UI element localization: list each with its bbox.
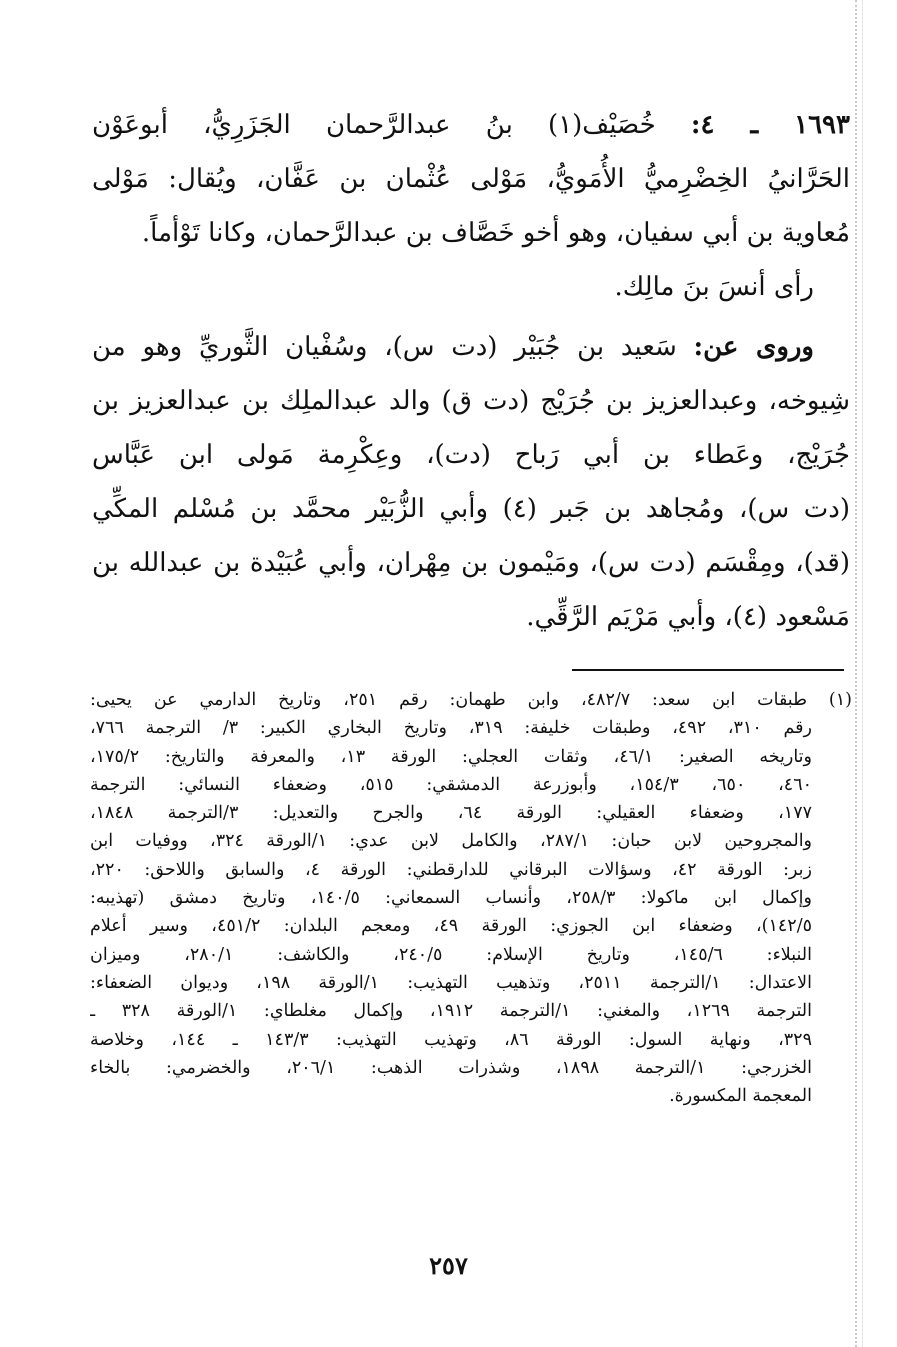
entry-line-6: شِيوخه، وعبدالعزيز بن جُرَيْج (دت ق) والد عبدالملِك بن عبدالعزيز بن bbox=[92, 386, 850, 416]
entry-line-1: ١٦٩٣ ـ ٤: خُصَيْف(١) بنُ عبدالرَّحمان الجَزَرِيُّ، أبوعَوْن bbox=[92, 110, 850, 140]
footnote-line: وإكمال ابن ماكولا: ٢٥٨/٣، وأنساب السمعاني: ١٤٠/٥، وتاريخ دمشق (تهذيبه: bbox=[90, 888, 812, 909]
page-edge-line bbox=[855, 0, 857, 1347]
page-edge-line-outer bbox=[862, 0, 863, 1347]
footnote-line: النبلاء: ١٤٥/٦، وتاريخ الإسلام: ٢٤٠/٥، والكاشف: ٢٨٠/١، وميزان bbox=[90, 944, 812, 965]
footnote-line: الخزرجي: ١/الترجمة ١٨٩٨، وشذرات الذهب: ٢٠٦/١، والخضرمي: بالخاء bbox=[90, 1057, 812, 1078]
entry-line-9: (قد)، ومِقْسَم (دت س)، ومَيْمون بن مِهْران، وأبي عُبَيْدة بن عبدالله بن bbox=[92, 548, 850, 578]
entry-line-5: وروى عن: سَعيد بن جُبَيْر (دت س)، وسُفْيان الثَّوريِّ وهو من bbox=[92, 332, 814, 362]
entry-line-2: الحَرَّانيُ الخِضْرِميُّ الأُمَويُّ، مَوْلى عُثْمان بن عَفَّان، ويُقال: مَوْلى bbox=[92, 164, 850, 194]
entry-line-8: (دت س)، ومُجاهد بن جَبر (٤) وأبي الزُّبَيْر محمَّد بن مُسْلم المكِّي bbox=[92, 494, 850, 524]
entry-line-10: مَسْعود (٤)، وأبي مَرْيَم الرَّقِّي. bbox=[526, 602, 850, 632]
footnote-line: (١) طبقات ابن سعد: ٤٨٢/٧، وابن طهمان: رقم ٢٥١، وتاريخ الدارمي عن يحيى: bbox=[90, 690, 852, 710]
footnote-line: وتاريخه الصغير: ٤٦/١، وثقات العجلي: الورقة ١٣، والمعرفة والتاريخ: ١٧٥/٢، bbox=[90, 746, 812, 767]
footnote-block bbox=[90, 686, 852, 1110]
footnote-line: المعجمة المكسورة. bbox=[669, 1086, 812, 1107]
footnote-line: الترجمة ١٢٦٩، والمغني: ١/الترجمة ١٩١٢، وإكمال مغلطاي: ١/الورقة ٣٢٨ ـ bbox=[90, 1001, 812, 1022]
footnote-line: والمجروحين لابن حبان: ٢٨٧/١، والكامل لابن عدي: ١/الورقة ٣٢٤، ووفيات ابن bbox=[90, 831, 813, 852]
entry-line-7: جُرَيْج، وعَطاء بن أبي رَباح (دت)، وعِكْرِمة مَولى ابن عَبَّاس bbox=[92, 440, 850, 470]
footnote-line: ١٧٧، وضعفاء العقيلي: الورقة ٦٤، والجرح والتعديل: ٣/الترجمة ١٨٤٨، bbox=[90, 803, 812, 824]
footnote-line: ٤٦٠، ٦٥٠، ١٥٤/٣، وأبوزرعة الدمشقي: ٥١٥، وضعفاء النسائي: الترجمة bbox=[90, 774, 812, 795]
footnote-line: زبر: الورقة ٤٢، وسؤالات البرقاني للدارقطني: الورقة ٤، والسابق واللاحق: ٢٢٠، bbox=[90, 859, 812, 880]
footnote-separator bbox=[572, 669, 844, 671]
entry-line-4: رأى أنسَ بنَ مالِك. bbox=[614, 272, 814, 302]
footnote-line: رقم ٣١٠، ٤٩٢، وطبقات خليفة: ٣١٩، وتاريخ البخاري الكبير: ٣/ الترجمة ٧٦٦، bbox=[90, 718, 812, 739]
footnote-line: ٣٢٩، ونهاية السول: الورقة ٨٦، وتهذيب التهذيب: ١٤٣/٣ ـ ١٤٤، وخلاصة bbox=[90, 1029, 812, 1050]
main-text bbox=[92, 98, 850, 644]
entry-line-3: مُعاوية بن أبي سفيان، وهو أخو خَصَّاف بن عبدالرَّحمان، وكانا تَوْأماً. bbox=[141, 218, 850, 248]
page-number: ٢٥٧ bbox=[429, 1251, 468, 1280]
footnote-line: الاعتدال: ١/الترجمة ٢٥١١، وتذهيب التهذيب: ١/الورقة ١٩٨، وديوان الضعفاء: bbox=[90, 972, 813, 993]
footnote-line: ١٤٢/٥)، وضعفاء ابن الجوزي: الورقة ٤٩، ومعجم البلدان: ٤٥١/٢، وسير أعلام bbox=[90, 916, 812, 937]
